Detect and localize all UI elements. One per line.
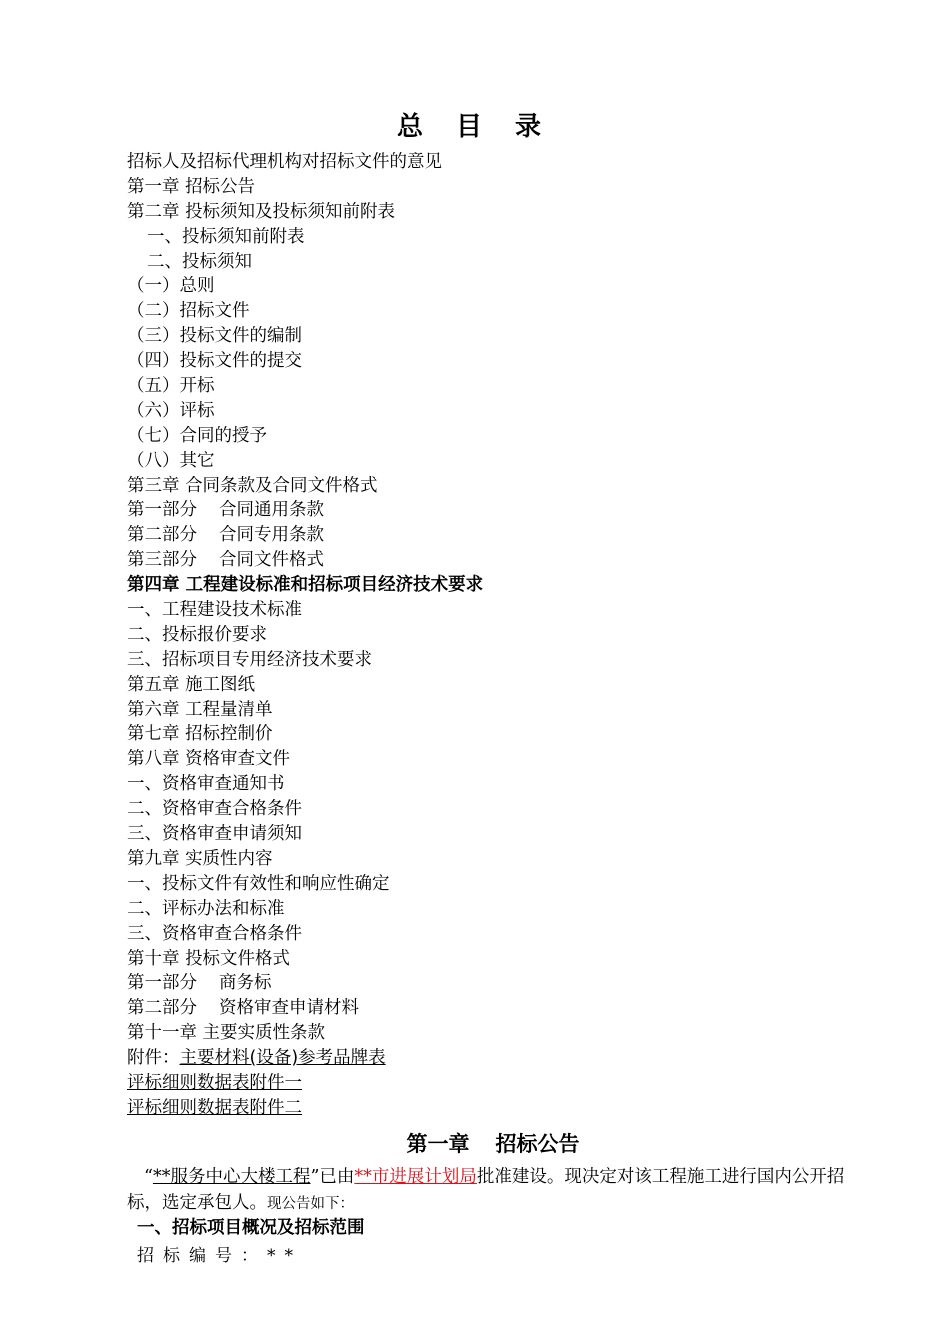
chapter-heading <box>0 1128 950 1158</box>
toc-item[interactable]: 第十一章 主要实质性条款 <box>127 1023 326 1044</box>
toc-item[interactable]: 第五章 施工图纸 <box>127 674 256 695</box>
toc-item[interactable]: 第八章 资格审查文件 <box>127 749 291 770</box>
table-of-contents <box>127 150 887 1121</box>
toc-item[interactable] <box>127 548 887 573</box>
toc-item-link[interactable]: 评标细则数据表附件二 <box>127 1097 302 1118</box>
toc-part-label: 第二部分 <box>127 525 197 546</box>
toc-part-label: 第二部分 <box>127 998 197 1019</box>
toc-item[interactable]: （六）评标 <box>127 400 215 421</box>
toc-item[interactable]: （五）开标 <box>127 376 215 397</box>
bid-number-label: 招标编号： <box>137 1246 267 1266</box>
toc-item[interactable]: （一）总则 <box>127 276 215 297</box>
paragraph-tail: 现公告如下： <box>267 1196 354 1212</box>
toc-item[interactable] <box>127 1046 887 1071</box>
toc-part-title: 商务标 <box>219 973 272 994</box>
toc-item[interactable]: （七）合同的授予 <box>127 425 267 446</box>
paragraph-text: ”已由 <box>310 1167 355 1187</box>
toc-item[interactable]: 第七章 招标控制价 <box>127 724 273 745</box>
toc-item-link[interactable]: 评标细则数据表附件一 <box>127 1072 302 1093</box>
toc-item[interactable]: 第二章 投标须知及投标须知前附表 <box>127 201 396 222</box>
toc-item[interactable]: 二、投标须知 <box>147 251 252 272</box>
toc-annex-link[interactable]: 主要材料(设备)参考品牌表 <box>179 1048 386 1069</box>
open-quote: “ <box>144 1167 153 1187</box>
approving-authority: **市进展计划局 <box>354 1167 477 1187</box>
toc-part-label: 第三部分 <box>127 550 197 571</box>
toc-item[interactable]: （八）其它 <box>127 450 215 471</box>
project-name: **服务中心大楼工程 <box>152 1167 311 1187</box>
toc-item[interactable]: （二）招标文件 <box>127 301 250 322</box>
toc-item[interactable]: 第四章 工程建设标准和招标项目经济技术要求 <box>127 575 484 596</box>
paragraph-text: 批准建设。现决定对该工程施工进行国内公开招标，选定承包人。 <box>127 1167 845 1213</box>
toc-item[interactable] <box>127 523 887 548</box>
toc-part-title: 合同文件格式 <box>219 550 324 571</box>
toc-item[interactable] <box>127 971 887 996</box>
toc-item[interactable]: 一、投标须知前附表 <box>147 226 305 247</box>
toc-item[interactable]: 一、投标文件有效性和响应性确定 <box>127 873 390 894</box>
toc-item[interactable] <box>127 996 887 1021</box>
chapter-number: 第一章 <box>406 1132 470 1156</box>
toc-item[interactable]: 一、资格审查通知书 <box>127 774 285 795</box>
toc-part-label: 第一部分 <box>127 973 197 994</box>
toc-title: 总 目 录 <box>396 112 554 142</box>
toc-item[interactable]: 三、招标项目专用经济技术要求 <box>127 649 372 670</box>
toc-item[interactable] <box>127 498 887 523</box>
toc-item[interactable]: 第六章 工程量清单 <box>127 699 273 720</box>
toc-item[interactable]: 一、工程建设技术标准 <box>127 600 302 621</box>
toc-part-title: 合同通用条款 <box>219 500 324 521</box>
toc-part-label: 第一部分 <box>127 500 197 521</box>
toc-item[interactable]: 二、投标报价要求 <box>127 624 267 645</box>
toc-item[interactable]: 第一章 招标公告 <box>127 176 256 197</box>
bid-number-field <box>137 1241 302 1266</box>
bid-number-value: ** <box>267 1246 302 1266</box>
toc-item[interactable]: （四）投标文件的提交 <box>127 351 302 372</box>
toc-item[interactable]: 招标人及招标代理机构对招标文件的意见 <box>127 152 442 172</box>
toc-item[interactable]: 三、资格审查申请须知 <box>127 824 302 845</box>
toc-part-title: 合同专用条款 <box>219 525 324 546</box>
toc-item[interactable]: 第九章 实质性内容 <box>127 848 273 869</box>
toc-item[interactable]: 三、资格审查合格条件 <box>127 923 302 944</box>
toc-item[interactable]: （三）投标文件的编制 <box>127 326 302 347</box>
announcement-paragraph <box>127 1164 867 1217</box>
toc-annex-label: 附件： <box>127 1048 180 1069</box>
chapter-title: 招标公告 <box>495 1132 580 1156</box>
toc-item[interactable]: 第十章 投标文件格式 <box>127 948 291 969</box>
toc-item[interactable]: 二、评标办法和标准 <box>127 898 285 919</box>
toc-item[interactable]: 第三章 合同条款及合同文件格式 <box>127 475 378 496</box>
toc-part-title: 资格审查申请材料 <box>219 998 359 1019</box>
toc-item[interactable]: 二、资格审查合格条件 <box>127 799 302 820</box>
section-heading: 一、招标项目概况及招标范围 <box>137 1218 365 1238</box>
